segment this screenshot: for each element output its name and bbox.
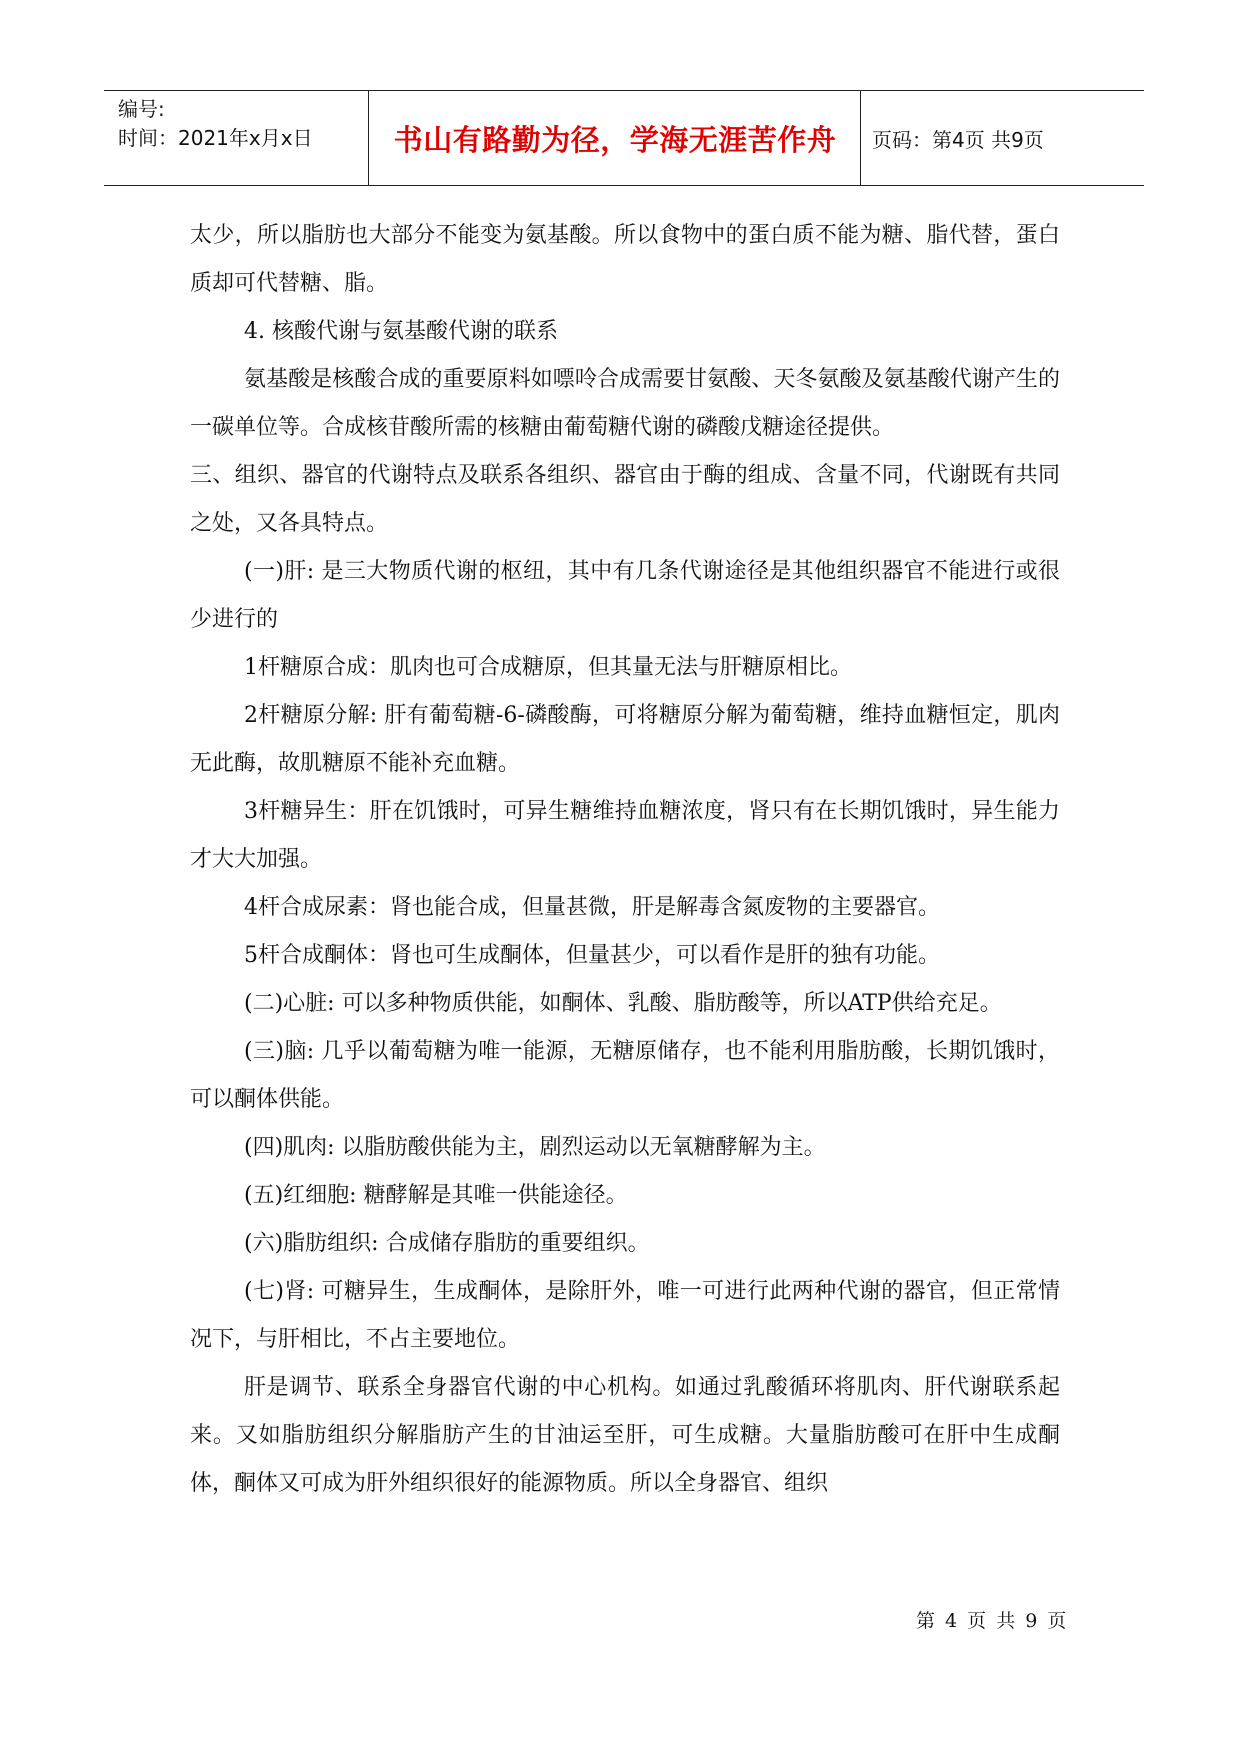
paragraph: 1杆糖原合成：肌肉也可合成糖原，但其量无法与肝糖原相比。: [244, 655, 852, 680]
document-body: [190, 212, 1060, 1508]
paragraph: (七)肾: 可糖异生，生成酮体，是除肝外，唯一可进行此两种代谢的器官，但正常情况下，与肝相比，不占主要地位。: [190, 1279, 1060, 1352]
paragraph: (四)肌肉: 以脂肪酸供能为主，剧烈运动以无氧糖酵解为主。: [244, 1135, 826, 1160]
paragraph: (一)肝: 是三大物质代谢的枢纽，其中有几条代谢途径是其他组织器官不能进行或很少进行的: [190, 559, 1060, 632]
paragraph: (二)心脏: 可以多种物质供能，如酮体、乳酸、脂肪酸等，所以ATP供给充足。: [244, 991, 1002, 1016]
paragraph: 3杆糖异生：肝在饥饿时，可异生糖维持血糖浓度，肾只有在长期饥饿时，异生能力才大大加强。: [190, 799, 1060, 872]
header-motto: 书山有路勤为径，学海无涯苦作舟: [393, 122, 837, 157]
page-footer: 第 4 页 共 9 页: [916, 1610, 1069, 1632]
paragraph: 肝是调节、联系全身器官代谢的中心机构。如通过乳酸循环将肌肉、肝代谢联系起来。又如脂肪组织分解脂肪产生的甘油运至肝，可生成糖。大量脂肪酸可在肝中生成酮体，酮体又可成为肝外组织很好的能源物质。所以全身器官、组织: [190, 1375, 1060, 1496]
header-divider: [368, 91, 369, 185]
header-left: [118, 95, 364, 153]
header-divider: [860, 91, 861, 185]
paragraph: (三)脑: 几乎以葡萄糖为唯一能源，无糖原储存，也不能利用脂肪酸，长期饥饿时，可以酮体供能。: [190, 1039, 1060, 1112]
page-header: [104, 90, 1144, 186]
document-number-label: 编号:: [118, 97, 165, 121]
paragraph: 太少，所以脂肪也大部分不能变为氨基酸。所以食物中的蛋白质不能为糖、脂代替，蛋白质却可代替糖、脂。: [190, 223, 1060, 296]
paragraph: 4. 核酸代谢与氨基酸代谢的联系: [244, 319, 558, 344]
paragraph: 氨基酸是核酸合成的重要原料如嘌呤合成需要甘氨酸、天冬氨酸及氨基酸代谢产生的一碳单位等。合成核苷酸所需的核糖由葡萄糖代谢的磷酸戊糖途径提供。: [190, 367, 1060, 440]
paragraph: 2杆糖原分解: 肝有葡萄糖-6-磷酸酶，可将糖原分解为葡萄糖，维持血糖恒定，肌肉无此酶，故肌糖原不能补充血糖。: [190, 703, 1060, 776]
paragraph: 三、组织、器官的代谢特点及联系各组织、器官由于酶的组成、含量不同，代谢既有共同之处，又各具特点。: [190, 463, 1060, 536]
paragraph: (五)红细胞: 糖酵解是其唯一供能途径。: [244, 1183, 628, 1208]
paragraph: (六)脂肪组织: 合成储存脂肪的重要组织。: [244, 1231, 650, 1256]
header-page-label: 页码：第4页 共9页: [872, 127, 1044, 152]
paragraph: 5杆合成酮体：肾也可生成酮体，但量甚少，可以看作是肝的独有功能。: [244, 943, 940, 968]
document-time-label: 时间：2021年x月x日: [118, 126, 313, 150]
paragraph: 4杆合成尿素：肾也能合成，但量甚微，肝是解毒含氮废物的主要器官。: [244, 895, 940, 920]
